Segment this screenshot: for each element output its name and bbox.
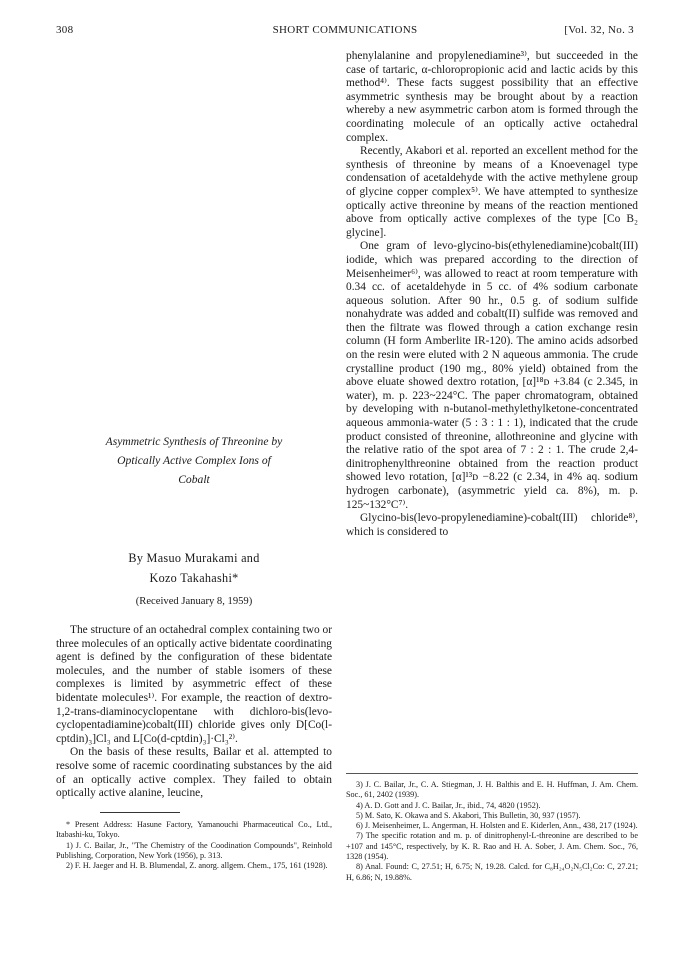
- article-title: [56, 432, 332, 489]
- footnote: 7) The specific rotation and m. p. of dinitrophenyl-L-threonine are described to be +107 and 145°C, respectively, by K. R. Rao and H. A. Sober, J. Am. Chem. Soc., 76, 1328 (1954).: [346, 831, 638, 862]
- paragraph: phenylalanine and propylenediamine³⁾, but succeeded in the case of tartaric, α-chloropropionic acid and lactic acids by this method⁴⁾. These facts suggest possibility that an effective asymmetric synthesis may be brought about by a reaction whereby a new asymmetric carbon atom is formed through the coordinating molecule of an optically active octahedral complex.: [346, 50, 638, 144]
- footnote: 4) A. D. Gott and J. C. Bailar, Jr., ibid., 74, 4820 (1952).: [356, 800, 541, 810]
- footnotes-left: [56, 820, 332, 871]
- author-block: [56, 548, 332, 588]
- footnote: 6) J. Meisenheimer, L. Angerman, H. Holsten and E. Kiderlen, Ann., 438, 217 (1924).: [356, 821, 638, 831]
- received-date: (Received January 8, 1959): [135, 596, 253, 607]
- running-header: [56, 24, 634, 40]
- right-column: [346, 50, 638, 930]
- title-line: Optically Active Complex Ions of: [117, 454, 271, 467]
- paragraph: The structure of an octahedral complex containing two or three molecules of an optically active bidentate coordinating agent is defined by the configuration of these bidentate molecules, and the number of stable isomers of these complexes is limited by asymmetric effect of these bidentate molecules¹⁾. For example, the reaction of dextro-1,2-trans-diaminocyclopentane with dichloro-bis(levo-cyclopentadiamine)cobalt(III) chloride gives only D[Co(l-cptdin)₃]Cl₃ and L[Co(d-cptdin)₃]·Cl₃²⁾.: [56, 624, 332, 745]
- footnote: 5) M. Sato, K. Okawa and S. Akabori, This Bulletin, 30, 937 (1957).: [356, 810, 581, 820]
- title-line: Asymmetric Synthesis of Threonine by: [105, 435, 283, 448]
- page-number: 308: [56, 24, 74, 36]
- left-body-text: [56, 624, 332, 801]
- title-line: Cobalt: [178, 473, 210, 486]
- author-line: Kozo Takahashi*: [149, 571, 239, 585]
- section-title: SHORT COMMUNICATIONS: [272, 24, 418, 36]
- volume-info: [Vol. 32, No. 3: [564, 24, 634, 36]
- paragraph: One gram of levo-glycino-bis(ethylenediamine)cobalt(III) iodide, which was prepared according to the direction of Meisenheimer⁶⁾, was allowed to react at room temperature with 0.34 cc. of acetaldehyde in 5 cc. of 4% sodium carbonate aqueous solution. After 90 hr., 0.5 g. of sodium sulfide nonahydrate was added and cobalt(II) sulfide was removed and then the filtrate was flowed through a cation exchange resin column (H form Amberlite IR-120). The amino acids adsorbed on the resin were eluted with 2 N aqueous ammonia. The crude crystalline product (190 mg., 80% yield) obtained from the above eluate showed dextro rotation, [α]¹⁸ᴅ +3.84 (c 2.345, in water), m. p. 223~224°C. The paper chromatogram, obtained by developing with n-butanol-methylethylketone-concentrated aqueous ammonia-water (5 : 3 : 1 : 1), indicated that the crude product consisted of threonine, allothreonine and glycine with the relative ratio of the spot area of 7 : 2 : 1. The crude 2,4-dinitrophenylthreonine obtained from the reaction product showed levo rotation, [α]¹³ᴅ −8.22 (c 2.34, in 4% aq. sodium hydrogen carbonate), (asymmetric yield ca. 8%), m. p. 125~132°C⁷⁾.: [346, 240, 638, 511]
- footnote: * Present Address: Hasune Factory, Yamanouchi Pharmaceutical Co., Ltd., Itabashi-ku, Tokyo.: [56, 820, 332, 840]
- footnote-rule: [100, 812, 180, 813]
- footnote: 1) J. C. Bailar, Jr., "The Chemistry of the Coodination Compounds", Reinhold Publishing, Corporation, New York (1956), p. 313.: [56, 840, 332, 860]
- paragraph: On the basis of these results, Bailar et al. attempted to resolve some of racemic coordinating substances by the aid of an optically active complex. They failed to obtain optically active alanine, leucine,: [56, 746, 332, 800]
- author-line: By Masuo Murakami and: [128, 551, 260, 565]
- paragraph: Glycino-bis(levo-propylenediamine)-cobalt(III) chloride⁸⁾, which is considered to: [346, 512, 638, 538]
- right-body-text: [346, 50, 638, 539]
- footnote-rule: [346, 773, 638, 774]
- footnote: 3) J. C. Bailar, Jr., C. A. Stiegman, J. H. Balthis and E. H. Huffman, J. Am. Chem. Soc., 61, 2402 (1939).: [346, 780, 638, 800]
- footnote: 8) Anal. Found: C, 27.51; H, 6.75; N, 19.28. Calcd. for C₈H₂₄O₂N₅Cl₂Co: C, 27.21; H, 6.86; N, 19.88%.: [346, 862, 638, 882]
- paragraph: Recently, Akabori et al. reported an excellent method for the synthesis of threonine by means of a Knoevenagel type condensation of acetaldehyde with the active methylene group of glycine copper complex⁵⁾. We have attempted to synthesize optically active threonine by means of the reaction mentioned above from optically active complexes of the type [Co B₂ glycine].: [346, 145, 638, 239]
- footnote: 2) F. H. Jaeger and H. B. Blumendal, Z. anorg. allgem. Chem., 175, 161 (1928).: [66, 861, 328, 871]
- left-column: [56, 50, 332, 930]
- footnotes-right: [346, 780, 638, 883]
